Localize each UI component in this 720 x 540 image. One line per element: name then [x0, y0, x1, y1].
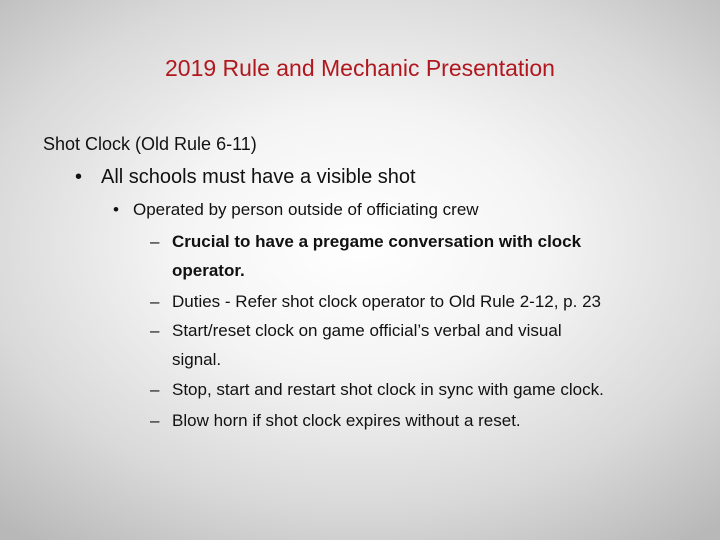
dash-glyph: –	[150, 321, 160, 340]
bullet-glyph: •	[113, 200, 119, 219]
section-heading: Shot Clock (Old Rule 6-11)	[43, 134, 257, 154]
dash-item-text-continued: signal.	[172, 350, 222, 369]
dash-item-text: Crucial to have a pregame conversation with clock	[172, 232, 582, 251]
dash-item-text: Duties - Refer shot clock operator to Old Rule 2-12, p. 23	[172, 292, 601, 311]
bullet-glyph: •	[75, 166, 83, 188]
dash-item-crucial	[150, 227, 690, 285]
slide-title: 2019 Rule and Mechanic Presentation	[165, 55, 555, 81]
bullet-level1-text: All schools must have a visible shot	[101, 166, 416, 188]
dash-item-text: Blow horn if shot clock expires without a reset.	[172, 411, 521, 430]
dash-glyph: –	[150, 380, 160, 399]
dash-item-text: Stop, start and restart shot clock in sync with game clock.	[172, 380, 604, 399]
bullet-level1	[75, 163, 416, 191]
dash-item-text-continued: operator.	[172, 261, 245, 280]
dash-glyph: –	[150, 411, 160, 430]
dash-item-stop-start	[150, 375, 710, 404]
bullet-level2-text: Operated by person outside of officiating crew	[133, 200, 479, 219]
dash-item-duties	[150, 287, 690, 316]
dash-item-blow-horn	[150, 406, 690, 435]
dash-item-text: Start/reset clock on game official’s verbal and visual	[172, 321, 562, 340]
dash-item-start-reset	[150, 316, 690, 374]
bullet-level2	[113, 198, 479, 222]
dash-glyph: –	[150, 292, 160, 311]
dash-glyph: –	[150, 232, 160, 251]
